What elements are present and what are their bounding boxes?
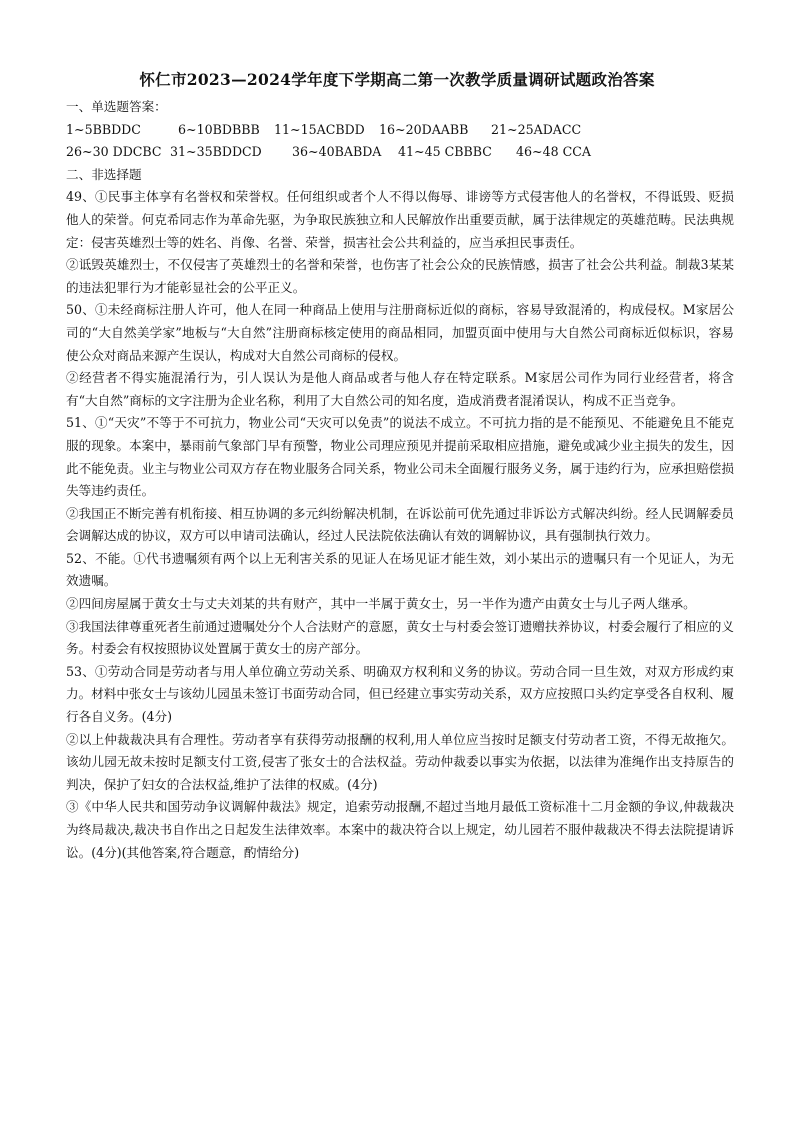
answer-group: 11~15ACBDD <box>274 121 365 137</box>
answer-row-2 <box>66 141 734 164</box>
answer-group: 46~48 CCA <box>516 144 591 160</box>
answer-group: 26~30 DDCBC <box>66 144 162 160</box>
section-heading-multiple-choice: 一、单选题答案： <box>66 99 167 114</box>
answer-53-part-3: ③《中华人民共和国劳动争议调解仲裁法》规定，追索劳动报酬,不超过当地月最低工资标准十二月金额的争议,仲裁裁决为终局裁决,裁决书自作出之日起发生法律效率。本案中的裁决符合以上规定，幼儿园若不服仲裁裁决不得去法院提请诉讼。(4分)(其他答案,符合题意，酌情给分) <box>66 799 734 860</box>
answer-group: 1~5BBDDC <box>66 121 141 137</box>
answer-group: 6~10BDBBB <box>178 121 260 137</box>
answer-51-part-1: 51、①“天灾”不等于不可抗力，物业公司“天灾可以免责”的说法不成立。不可抗力指的是不能预见、不能避免且不能克服的现象。本案中，暴雨前气象部门早有预警，物业公司理应预见并提前采取相应措施，避免或减少业主损失的发生，因此不能免责。业主与物业公司双方存在物业服务合同关系，物业公司未全面履行服务义务，属于违约行为，应承担赔偿损失等违约责任。 <box>66 415 734 499</box>
page-title: 怀仁市2023—2024学年度下学期高二第一次教学质量调研试题政治答案 <box>139 70 655 89</box>
answer-49-part-1: 49、①民事主体享有名誉权和荣誉权。任何组织或者个人不得以侮辱、诽谤等方式侵害他人的名誉权，不得诋毁、贬损他人的荣誉。何克希同志作为革命先驱，为争取民族独立和人民解放作出重要贡献，属于法律规定的英雄范畴。民法典规定：侵害英雄烈士等的姓名、肖像、名誉、荣誉，损害社会公共利益的，应当承担民事责任。 <box>66 189 734 250</box>
section-heading-non-choice: 二、非选择题 <box>66 166 142 182</box>
answer-50-part-2: ②经营者不得实施混淆行为，引人误认为是他人商品或者与他人存在特定联系。M家居公司作为同行业经营者，将含有“大自然”商标的文字注册为企业名称，利用了大自然公司的知名度，造成消费者混淆误认，构成不正当竞争。 <box>66 370 734 408</box>
answer-group: 16~20DAABB <box>379 121 469 137</box>
answer-53-part-1: 53、①劳动合同是劳动者与用人单位确立劳动关系、明确双方权利和义务的协议。劳动合同一旦生效，对双方形成约束力。材料中张女士与该幼儿园虽未签订书面劳动合同，但已经建立事实劳动关系，双方应按照口头约定享受各自权利、履行各自义务。(4分) <box>66 663 734 725</box>
answer-row-1 <box>66 119 734 142</box>
answer-group: 21~25ADACC <box>491 121 582 137</box>
answer-group: 41~45 CBBBC <box>398 144 492 160</box>
document-body <box>66 96 734 864</box>
answer-49-part-2: ②诋毁英雄烈士，不仅侵害了英雄烈士的名誉和荣誉，也伤害了社会公众的民族情感，损害了社会公共利益。制裁3某某的违法犯罪行为才能彰显社会的公平正义。 <box>66 257 734 295</box>
answer-51-part-2: ②我国正不断完善有机衔接、相互协调的多元纠纷解决机制，在诉讼前可优先通过非诉讼方式解决纠纷。经人民调解委员会调解达成的协议，双方可以申请司法确认，经过人民法院依法确认有效的调解协议，具有强制执行效力。 <box>66 505 734 544</box>
answer-52-part-2: ②四间房屋属于黄女士与丈夫刘某的共有财产，其中一半属于黄女士，另一半作为遗产由黄女士与儿子两人继承。 <box>66 596 696 612</box>
answer-52-part-1: 52、不能。①代书遗嘱须有两个以上无利害关系的见证人在场见证才能生效，刘小某出示的遗嘱只有一个见证人，为无效遗嘱。 <box>66 550 734 589</box>
answer-52-part-3: ③我国法律尊重死者生前通过遗嘱处分个人合法财产的意愿，黄女士与村委会签订遗赠扶养协议，村委会履行了相应的义务。村委会有权按照协议处置属于黄女士的房产部分。 <box>66 618 734 657</box>
answer-group: 36~40BABDA <box>292 144 382 160</box>
answer-group: 31~35BDDCD <box>170 144 262 160</box>
answer-50-part-1: 50、①未经商标注册人许可，他人在同一种商品上使用与注册商标近似的商标，容易导致混淆的，构成侵权。M家居公司的“大自然美学家”地板与“大自然”注册商标核定使用的商品相同，加盟页面中使用与大自然公司商标近似标识，容易使公众对商品来源产生误认，构成对大自然公司商标的侵权。 <box>66 302 734 363</box>
answer-53-part-2: ②以上仲裁裁决具有合理性。劳动者享有获得劳动报酬的权利,用人单位应当按时足额支付劳动者工资，不得无故拖欠。该幼儿园无故未按时足额支付工资,侵害了张女士的合法权益。劳动仲裁委以事实为依据，以法律为准绳作出支持原告的判决，保护了妇女的合法权益,维护了法律的权威。(4分) <box>66 731 734 792</box>
